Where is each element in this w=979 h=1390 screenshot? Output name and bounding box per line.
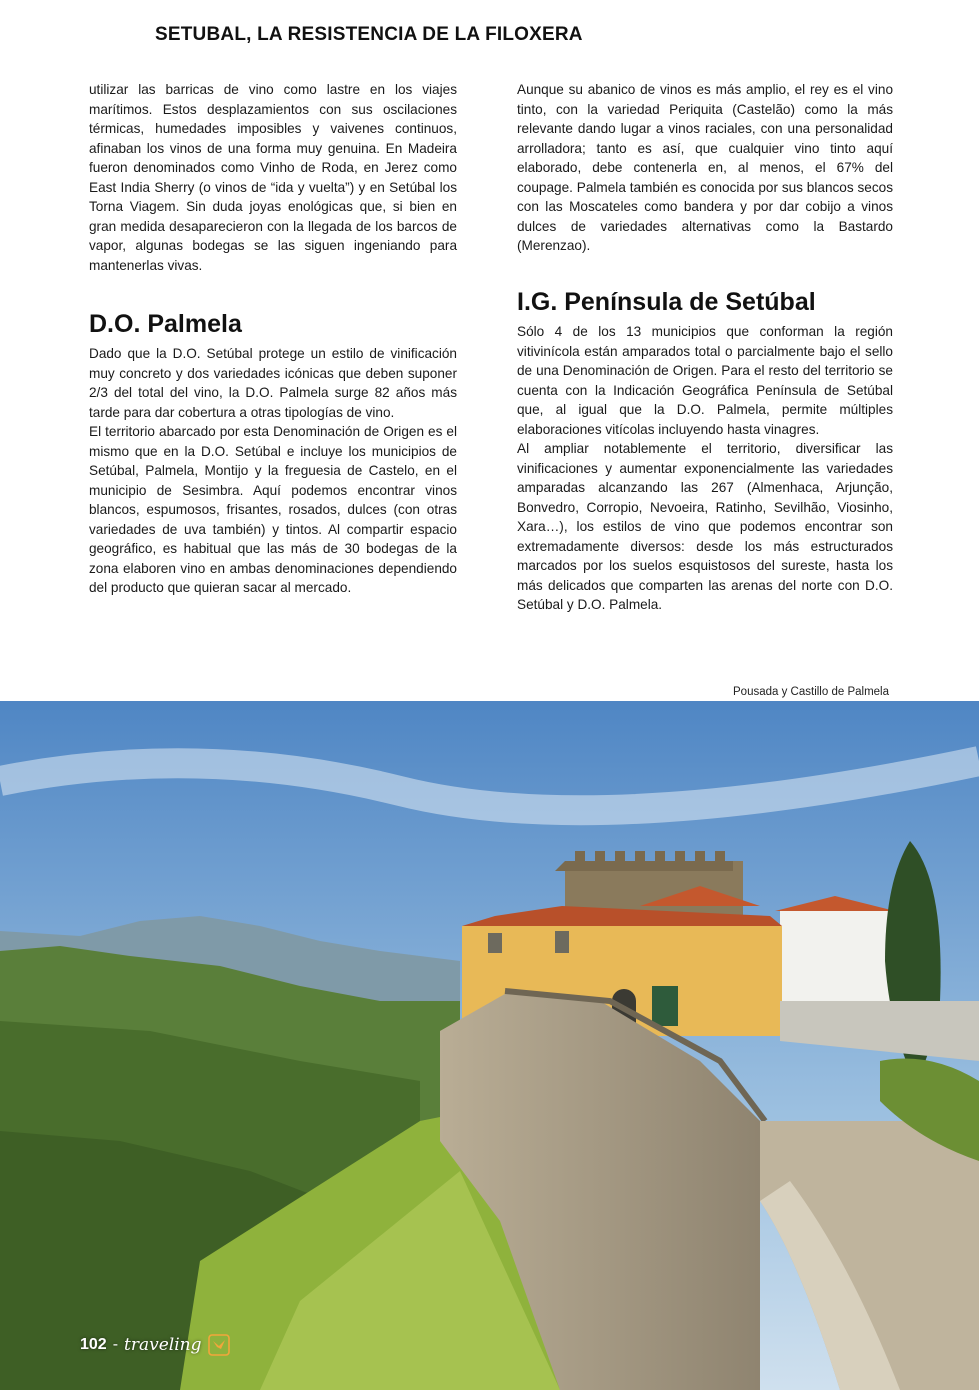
paragraph: Sólo 4 de los 13 municipios que conforman la región vitivinícola están amparados total o parcialmente bajo el sello de una Denominación de Origen. Para el resto del territorio se cuenta con la Indicación Geográfica Península de Setúbal que, al igual que la D.O. Palmela, permite múltiples elaboraciones vitícolas incluyendo hasta vinagres. xyxy=(517,324,893,437)
paragraph: utilizar las barricas de vino como lastre en los viajes marítimos. Estos desplazamientos con sus oscilaciones térmicas, humedades imposibles y vaivenes continuos, afinaban los vinos de una forma muy genuina. En Madeira fueron denominados como Vinho de Roda, en Jerez como East India Sherry (o vinos de “ida y vuelta”) y en Setúbal los Torna Viagem. Sin duda joyas enológicas que, si bien en gran medida desaparecieron con la llegada de los barcos de vapor, algunas bodegas se las siguen ingeniando para mantenerlas vivas. xyxy=(89,82,457,273)
paragraph: Aunque su abanico de vinos es más amplio, el rey es el vino tinto, con la variedad Periquita (Castelão) como la más relevante dando lugar a vinos raciales, con una personalidad arrolladora; tanto es así, que cualquier vino tinto aquí elaborado, debe contenerla en, al menos, el 67% del coupage. Palmela también es conocida por sus blancos secos con las Moscateles como bandera y por dar cobijo a vinos dulces de variedades alternativas como la Bastardo (Merenzao). xyxy=(517,82,893,253)
section-heading-do-palmela: D.O. Palmela xyxy=(89,310,242,338)
ig-peninsula-body xyxy=(517,322,893,615)
paragraph: El territorio abarcado por esta Denominación de Origen es el mismo que en la D.O. Setúbal e incluye los municipios de Setúbal, Palmela, Montijo y la freguesia de Castelo, en el municipio de Sesimbra. Aquí podemos encontrar vinos blancos, espumosos, frisantes, rosados, dulces (con otras variedades de uva también) y tintos. Al compartir espacio geográfico, es habitual que las más de 30 bodegas de la zona elaboren vino en ambas denominaciones dependiendo del producto que quieran sacar al mercado. xyxy=(89,424,457,595)
folio-separator: - xyxy=(112,1336,119,1353)
page-folio xyxy=(80,1334,230,1356)
photo-caption: Pousada y Castillo de Palmela xyxy=(733,686,889,698)
page-number: 102 xyxy=(80,1336,107,1353)
castle-photo xyxy=(0,701,979,1390)
left-intro-text xyxy=(89,80,457,275)
right-intro-text xyxy=(517,80,893,256)
section-heading-ig-peninsula: I.G. Península de Setúbal xyxy=(517,288,816,316)
magazine-brand: traveling xyxy=(124,1335,202,1355)
do-palmela-body xyxy=(89,344,457,598)
brand-bird-icon xyxy=(208,1334,230,1356)
paragraph: Dado que la D.O. Setúbal protege un estilo de vinificación muy concreto y dos variedades icónicas que deben suponer 2/3 del total del vino, la D.O. Palmela surge 82 años más tarde para dar cobertura a otras tipologías de vino. xyxy=(89,346,457,420)
running-title: SETUBAL, LA RESISTENCIA DE LA FILOXERA xyxy=(155,24,583,45)
paragraph: Al ampliar notablemente el territorio, diversificar las vinificaciones y aumentar exponencialmente las variedades amparadas alcanzando las 267 (Almenhaca, Arjunção, Bonvedro, Corropio, Nevoeira, Ratinho, Sevilhão, Viosinho, Xara…), los estilos de vino que podemos encontrar son extremadamente diversos: desde los más estructurados marcados por los suelos esquistosos del sureste, hasta los más delicados que comparten las arenas del norte con D.O. Setúbal y D.O. Palmela. xyxy=(517,441,893,612)
